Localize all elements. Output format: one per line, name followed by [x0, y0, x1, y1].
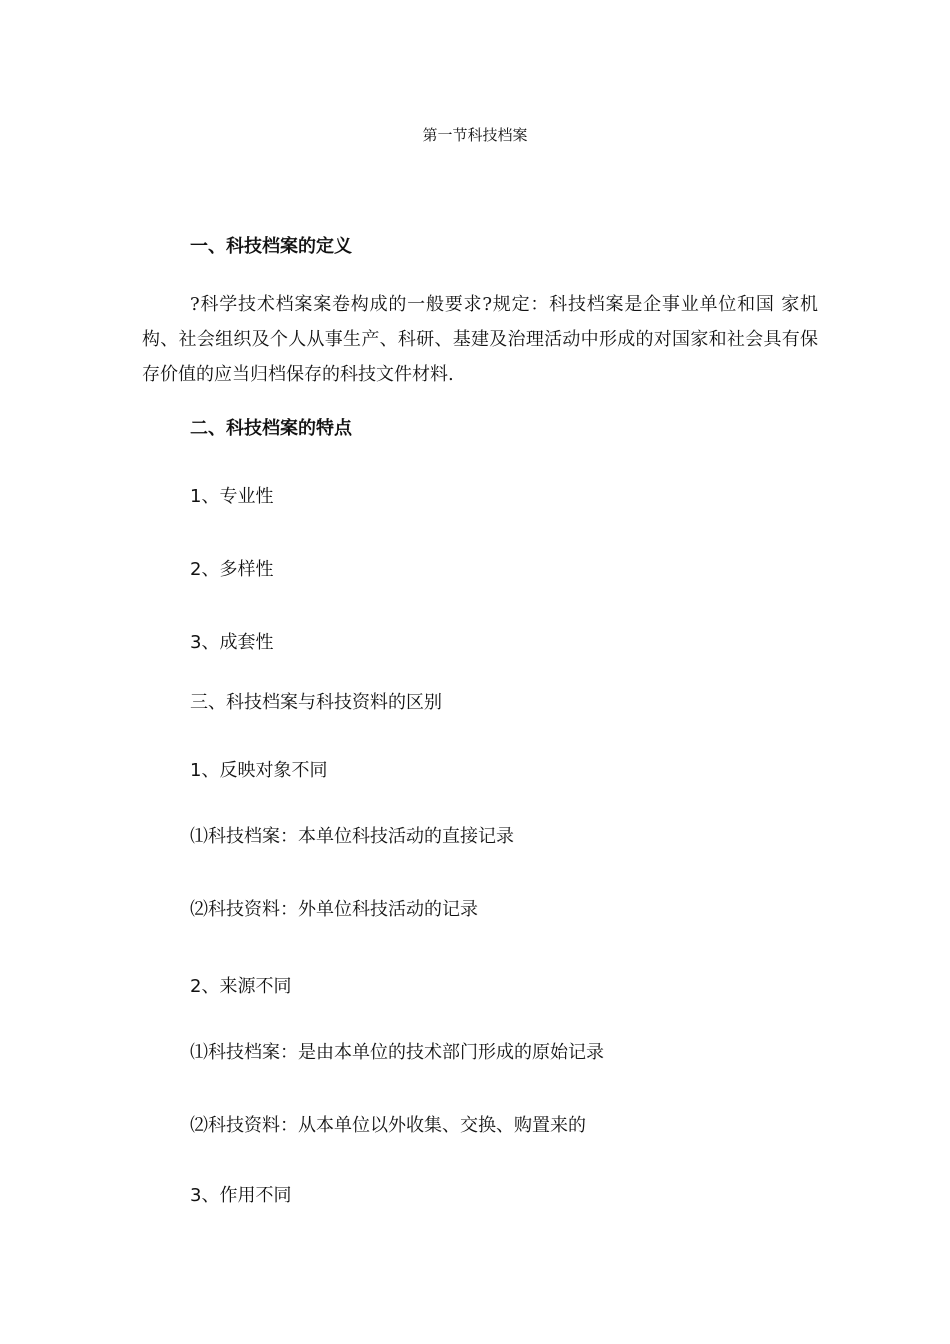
difference-subitem-archives-source: ⑴科技档案：是由本单位的技术部门形成的原始记录 — [190, 1042, 604, 1063]
section-heading-features: 二、科技档案的特点 — [190, 418, 352, 439]
difference-subitem-materials-object: ⑵科技资料：外单位科技活动的记录 — [190, 899, 478, 920]
feature-item-completeness: 3、成套性 — [190, 632, 274, 653]
difference-item-function: 3、作用不同 — [190, 1185, 292, 1206]
difference-item-object: 1、反映对象不同 — [190, 760, 328, 781]
section-heading-differences: 三、科技档案与科技资料的区别 — [190, 692, 442, 713]
section-heading-definition: 一、科技档案的定义 — [190, 236, 352, 257]
difference-subitem-archives-object: ⑴科技档案：本单位科技活动的直接记录 — [190, 826, 514, 847]
difference-item-source: 2、来源不同 — [190, 976, 292, 997]
feature-item-diversity: 2、多样性 — [190, 559, 274, 580]
feature-item-professional: 1、专业性 — [190, 486, 274, 507]
definition-paragraph: ?科学技术档案案卷构成的一般要求?规定：科技档案是企事业单位和国 家机构、社会组织及个人从事生产、科研、基建及治理活动中形成的对国家和社会具有保存价值的应当归档保存的科技文件材料. — [142, 294, 818, 385]
difference-subitem-materials-source: ⑵科技资料：从本单位以外收集、交换、购置来的 — [190, 1115, 586, 1136]
page-title: 第一节科技档案 — [422, 126, 528, 144]
